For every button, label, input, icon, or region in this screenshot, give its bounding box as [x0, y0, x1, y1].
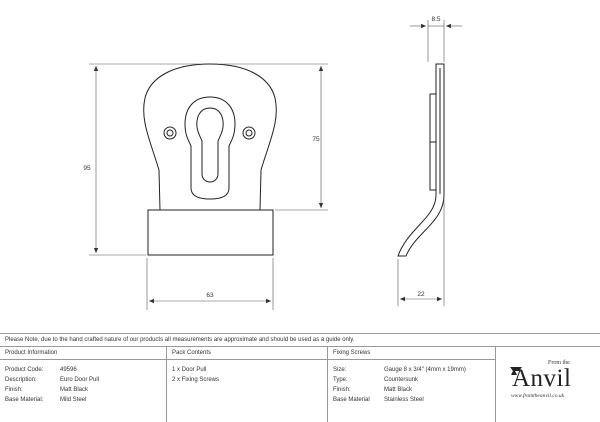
escutcheon-rim — [185, 97, 235, 199]
height-to-bar-label: 75 — [312, 136, 320, 143]
pack-item: 2 x Fixing Screws — [172, 377, 220, 383]
dimension-thickness — [410, 20, 462, 62]
screw-hole-right — [243, 127, 255, 139]
backplate-outline — [144, 64, 277, 210]
front-view — [144, 64, 277, 255]
row-value: Euro Door Pull — [60, 377, 100, 383]
side-profile — [398, 64, 444, 256]
dimension-projection — [398, 198, 444, 306]
row-label: Description: — [5, 377, 37, 383]
fixing-screws-heading: Fixing Screws — [328, 347, 495, 360]
screw-finish-row — [328, 385, 495, 395]
dimension-width — [147, 258, 273, 310]
product-information-heading: Product Information — [0, 347, 166, 360]
row-value: Mild Steel — [60, 397, 87, 403]
row-label: Finish: — [5, 387, 23, 393]
escutcheon-boss-lower — [430, 142, 436, 190]
fixing-screws-panel — [328, 347, 496, 422]
row-value: Gauge 8 x 3/4" (4mm x 19mm) — [384, 367, 466, 373]
info-table — [0, 347, 600, 422]
pack-contents-panel — [167, 347, 328, 422]
logo-url-text: www.fromtheanvil.co.uk — [511, 393, 565, 399]
disclaimer-note: Please Note, due to the hand crafted nature of our products all measurements are approximate and should be used as a guide only. — [0, 333, 600, 347]
thickness-label: 8.5 — [431, 16, 441, 23]
logo-brand-text: Anvil — [512, 365, 572, 392]
row-value: 49596 — [60, 367, 77, 373]
row-label: Size: — [333, 367, 347, 373]
row-value: Stainless Steel — [384, 397, 424, 403]
width-label: 63 — [206, 292, 214, 299]
keyhole — [197, 108, 223, 182]
overall-height-label: 95 — [83, 165, 91, 172]
screw-hole-left — [164, 127, 176, 139]
product-information-panel — [0, 347, 167, 422]
row-value: Matt Black — [384, 387, 413, 393]
logo-from-text: From the — [548, 360, 570, 366]
screw-hole-left-inner — [167, 130, 173, 136]
description-row — [0, 375, 166, 385]
pack-item: 1 x Door Pull — [172, 367, 207, 373]
screw-material-row — [328, 395, 495, 405]
product-code-row — [0, 365, 166, 375]
screw-hole-right-inner — [246, 130, 252, 136]
screw-type-row — [328, 375, 495, 385]
dimension-overall-height — [89, 64, 200, 255]
pack-contents-heading: Pack Contents — [167, 347, 327, 360]
row-label: Finish: — [333, 387, 351, 393]
row-value: Countersunk — [384, 377, 419, 383]
screw-size-row — [328, 365, 495, 375]
projection-label: 22 — [417, 291, 425, 298]
row-label: Base Material: — [5, 397, 44, 403]
row-value: Matt Black — [60, 387, 89, 393]
from-the-anvil-logo — [496, 347, 600, 422]
row-label: Product Code: — [5, 367, 44, 373]
pull-bar — [148, 210, 273, 255]
row-label: Base Material — [333, 397, 370, 403]
escutcheon-boss-upper — [430, 94, 436, 142]
base-material-row — [0, 395, 166, 405]
row-label: Type: — [333, 377, 348, 383]
side-view — [398, 64, 444, 256]
finish-row — [0, 385, 166, 395]
